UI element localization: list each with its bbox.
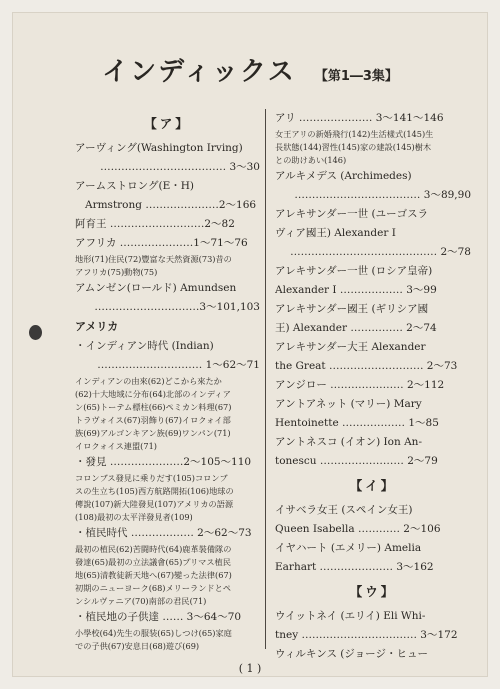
index-entry: アンジロー ………………… 2～112 — [275, 379, 445, 391]
index-entry: アーヴィング(Washington Irving) — [75, 142, 243, 154]
index-entry: ・インディアン時代 (Indian) — [75, 340, 214, 352]
index-entry: アリ ………………… 3～141～146 — [275, 112, 444, 124]
index-entry-ref: tney …………………………… 3～172 — [275, 629, 458, 641]
index-entry: ・植民地の子供達 …… 3～64～70 — [75, 611, 242, 623]
index-entry-ref: tonescu …………………… 2～79 — [275, 455, 438, 467]
index-entry: ・植民時代 ……………… 2～62～73 — [75, 527, 252, 539]
index-subnote: ン(65)トーテム標柱(66)ペミカン料理(67) — [75, 402, 232, 412]
index-page — [12, 12, 488, 677]
index-entry-ref: ……………………………… 3～89,90 — [294, 189, 471, 201]
index-subnote: アフリカ(75)動物(75) — [75, 267, 158, 277]
right-column — [275, 109, 471, 664]
index-entry-ref: Earhart ………………… 3～162 — [275, 561, 434, 573]
index-entry: ・發見 …………………2～105～110 — [75, 456, 252, 468]
index-subnote: 初期のニューヨーク(68)メリーランドとペ — [75, 583, 231, 593]
column-divider — [265, 109, 266, 649]
index-entry-ref: …………………………………… 2～78 — [290, 246, 471, 258]
index-entry: アムンゼン(ロールド) Amundsen — [75, 282, 237, 294]
index-entry: アントアネット (マリー) Mary — [275, 398, 422, 410]
index-subnote: 族(69)アルゴンキアン族(69)ワンパン(71) — [75, 428, 231, 438]
index-subnote: イロクォイス連盟(71) — [75, 441, 157, 451]
index-entry: アレキサンダー一世 (ユーゴスラ — [275, 208, 429, 220]
index-entry: ウィルキンス (ジョージ・ヒュー — [275, 648, 428, 660]
index-entry: アフリカ …………………1～71～76 — [75, 237, 248, 249]
left-column — [75, 109, 260, 653]
subheading-amerika: アメリカ — [75, 320, 119, 333]
title-row — [13, 51, 487, 88]
page-number: ( 1 ) — [238, 662, 262, 675]
index-entry-ref: the Great ……………………… 2～73 — [275, 360, 458, 372]
index-subnote: 地形(71)住民(72)豐富な天然資源(73)昔の — [75, 254, 232, 264]
index-entry-ref: 王) Alexander …………… 2～74 — [275, 322, 437, 334]
index-entry: アルキメデス (Archimedes) — [275, 170, 412, 182]
index-entry-ref: ……………………………… 3～30 — [100, 161, 260, 173]
index-entry: ウイットネイ (エリイ) Eli Whi- — [275, 610, 426, 622]
index-entry: イヤハート (エメリー) Amelia — [275, 542, 422, 554]
index-subnote: 地(65)清教徒新天地へ(67)變った法律(67) — [75, 570, 232, 580]
index-entry: 阿育王 ………………………2～82 — [75, 218, 235, 230]
index-entry-ref: Armstrong …………………2～166 — [85, 199, 257, 211]
page-title: インディックス — [102, 57, 296, 87]
index-entry: アレキサンダー大王 Alexander — [275, 341, 426, 353]
index-entry-ref: Hentoinette ……………… 1～85 — [275, 417, 439, 429]
index-subnote: 發達(65)最初の立法議會(65)プリマス植民 — [75, 557, 231, 567]
index-subnote: 最初の植民(62)苦闘時代(64)鹿革裝備隊の — [75, 544, 232, 554]
index-subnote: 小學校(64)先生の服装(65)しつけ(65)家庭 — [75, 628, 232, 638]
index-entry-ref: Alexander I ……………… 3～99 — [275, 284, 437, 296]
section-a-heading: 【ア】 — [144, 116, 191, 131]
index-subnote: コロンブス發見に乘りだす(105)コロンブ — [75, 473, 228, 483]
section-i-heading: 【イ】 — [349, 478, 397, 493]
index-subnote: での子供(67)安息日(68)遊び(69) — [75, 641, 200, 651]
index-subnote: ンシルヴァニア(70)南部の君民(71) — [75, 596, 207, 606]
index-entry: アームストロング(E・H) — [75, 180, 194, 192]
index-subnote: 傳說(107)新大陸發見(107)アメリカの語源 — [75, 499, 234, 509]
section-u-heading: 【ウ】 — [349, 584, 397, 599]
index-entry: アレキサンダー一世 (ロシア皇帝) — [275, 265, 433, 277]
index-subnote: (62)十大地域に分布(64)北部のインディア — [75, 389, 231, 399]
index-subnote: 長狀態(144)習性(145)家の建設(145)樹木 — [275, 142, 432, 152]
index-subnote: との助けあい(146) — [275, 155, 347, 165]
index-entry-ref: ………………………… 1～62～71 — [97, 359, 260, 371]
index-entry: アレキサンダー國王 (ギリシア國 — [275, 303, 429, 315]
index-entry-ref: Queen Isabella ………… 2～106 — [275, 523, 441, 535]
index-entry: ヴィア國王) Alexander I — [275, 227, 396, 239]
index-subnote: トラヴォイス(67)羽飾り(67)イロクォイ部 — [75, 415, 231, 425]
index-entry: アントネスコ (イオン) Ion An- — [275, 436, 422, 448]
index-subnote: (108)最初の太平洋發見者(109) — [75, 512, 193, 522]
index-subnote: 女王アリの新婚飛行(142)生活樣式(145)生 — [275, 129, 434, 139]
index-entry-ref: …………………………3～101,103 — [94, 301, 260, 313]
binding-hole — [29, 325, 42, 340]
index-entry: イサベラ女王 (スペイン女王) — [275, 504, 413, 516]
index-subnote: インディアンの由來(62)どこから來たか — [75, 376, 222, 386]
page-subtitle: 【第1―3集】 — [314, 69, 398, 84]
index-subnote: スの生立ち(105)西方航路開拓(106)地球の — [75, 486, 234, 496]
